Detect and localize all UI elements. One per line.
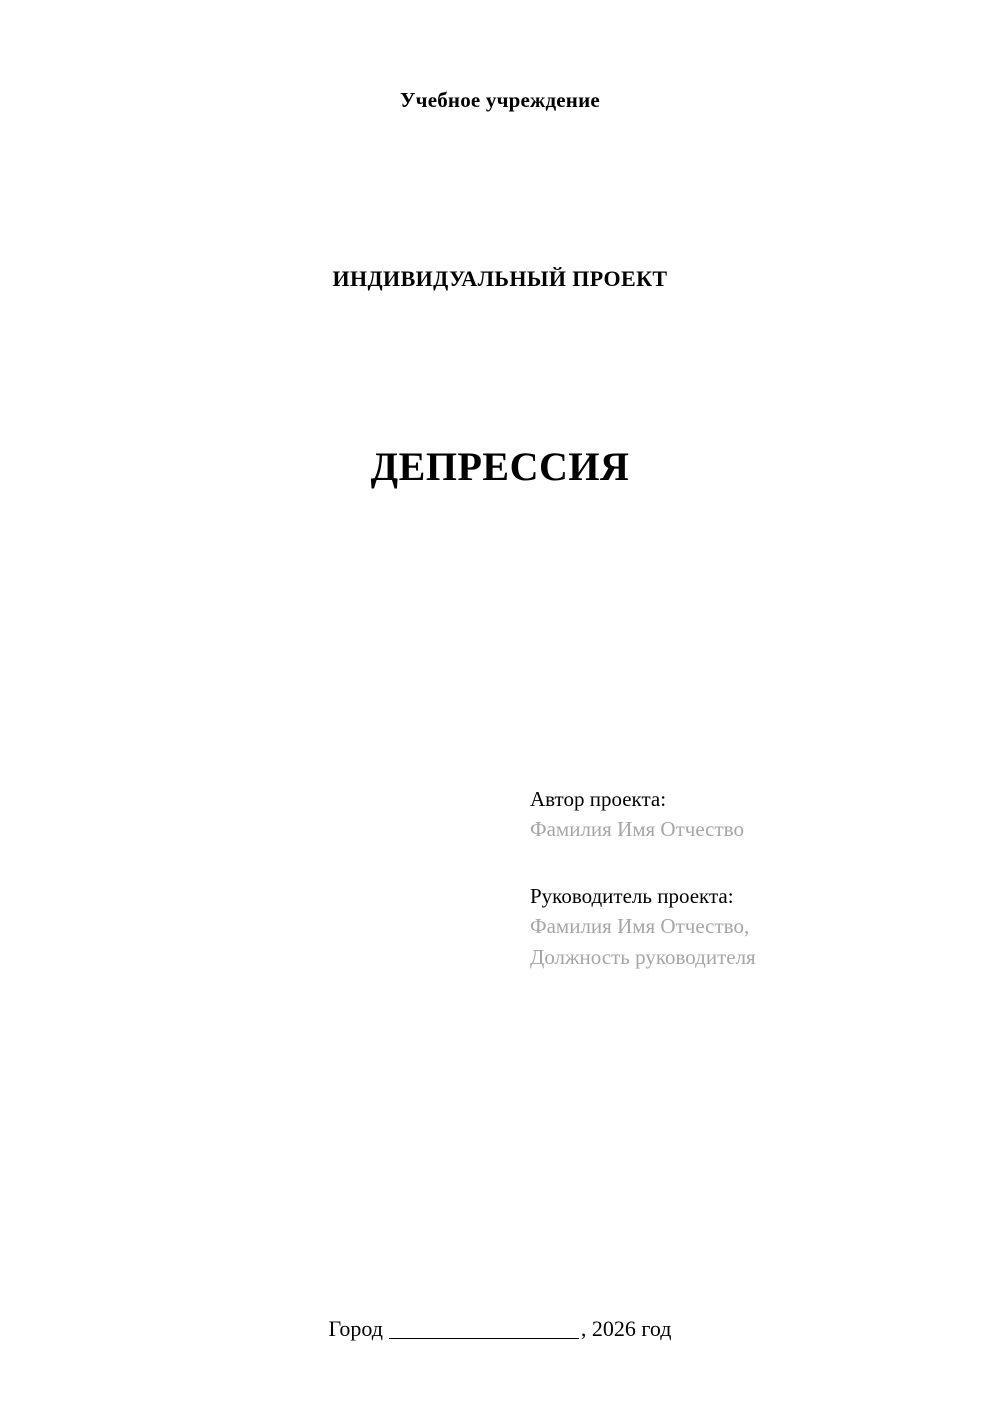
page-title: ДЕПРЕССИЯ [370,444,630,489]
author-block [530,784,910,972]
author-role-label: Автор проекта: [530,787,667,811]
author-block-spacer [530,845,910,881]
work-type-label: ИНДИВИДУАЛЬНЫЙ ПРОЕКТ [332,266,668,291]
city-fill-line [389,1338,579,1339]
supervisor-position-placeholder: Должность руководителя [530,944,756,969]
institution-name: Учебное учреждение [400,88,600,112]
author-name-placeholder: Фамилия Имя Отчество [530,817,744,842]
city-label: Город [328,1316,383,1341]
supervisor-role-label: Руководитель проекта: [530,883,734,908]
year-text: , 2026 год [580,1316,672,1341]
supervisor-name-placeholder: Фамилия Имя Отчество, [530,914,750,939]
footer-city-year [0,1316,1000,1342]
